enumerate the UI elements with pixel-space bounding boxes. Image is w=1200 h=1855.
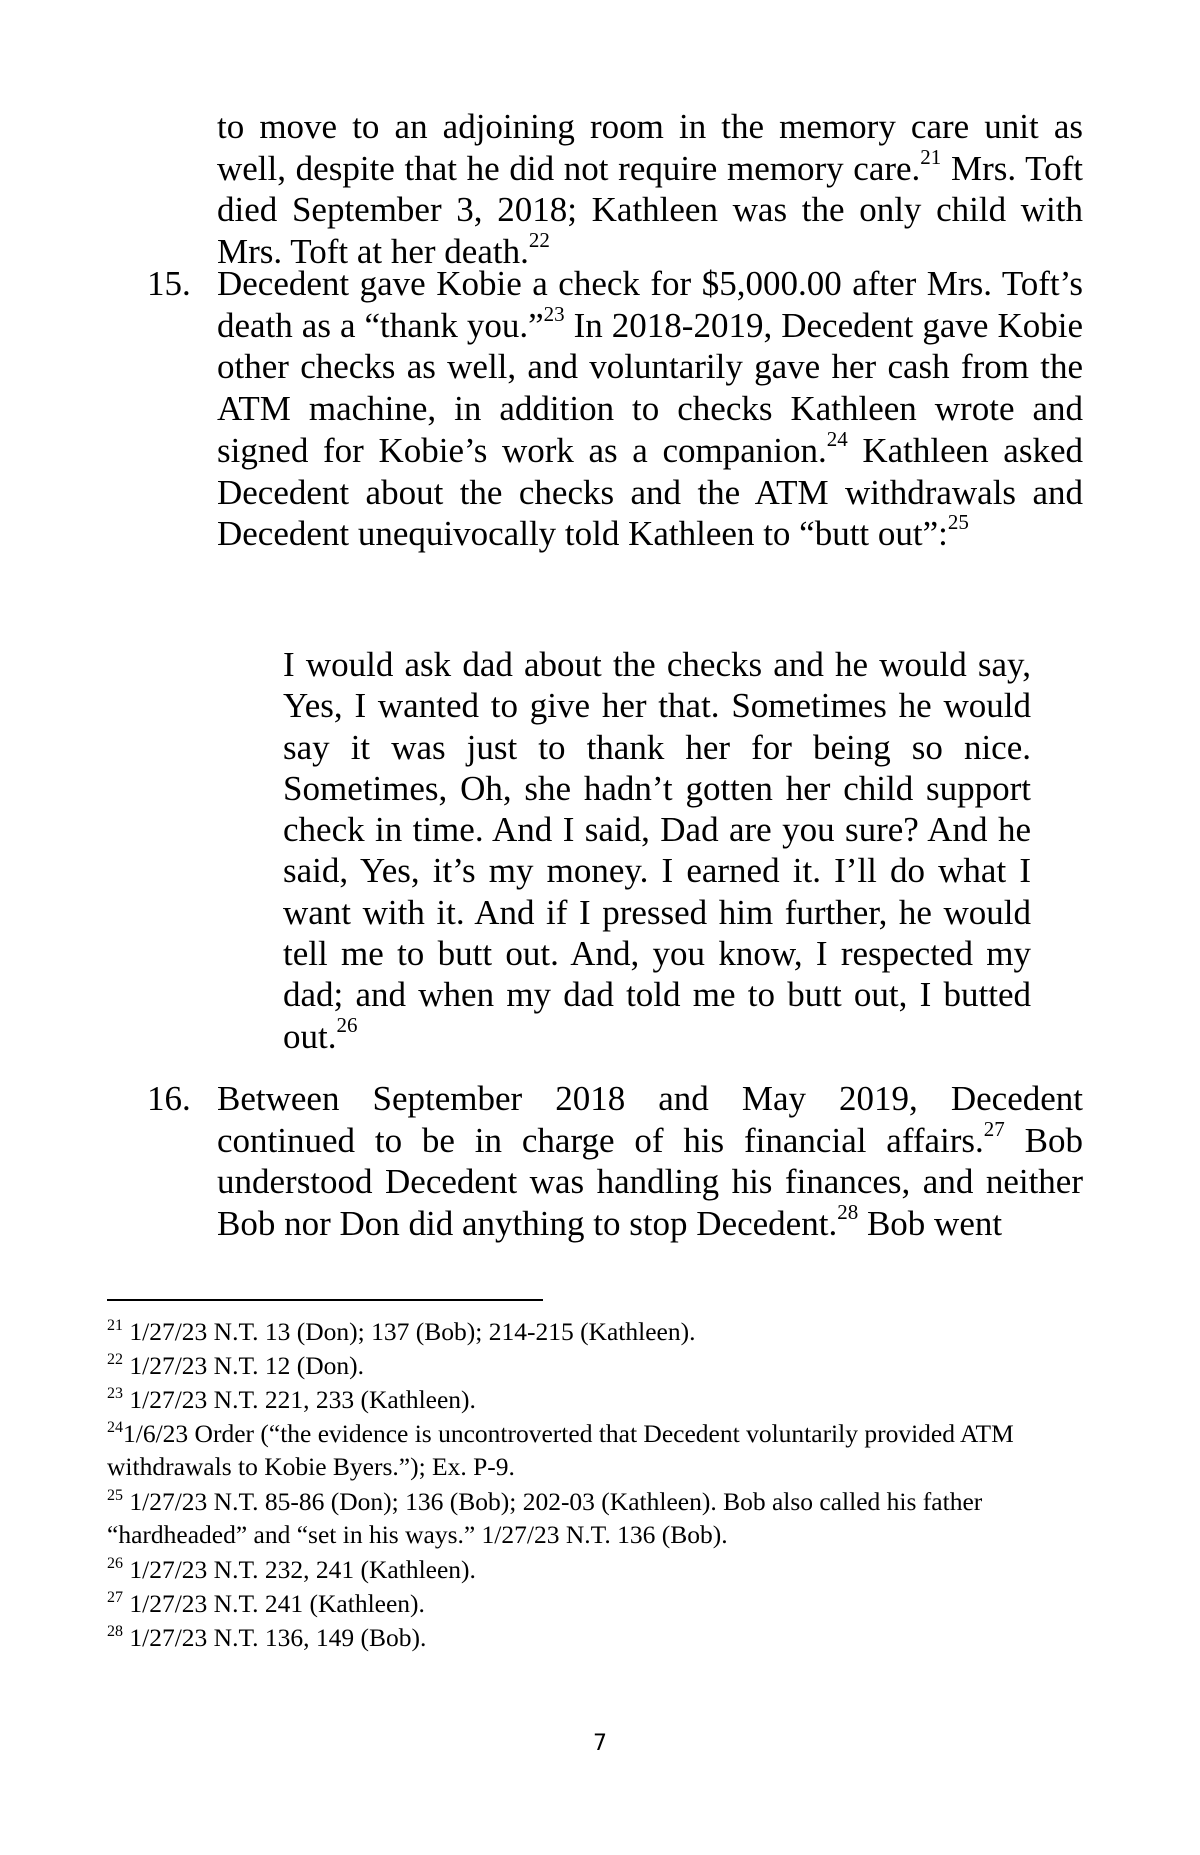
paragraph-15 (217, 263, 1083, 555)
footnote-text: 1/27/23 N.T. 136, 149 (Bob). (123, 1623, 427, 1652)
footnote-number: 21 (107, 1317, 123, 1334)
paragraph-16 (217, 1078, 1083, 1245)
paragraph-number: 15. (147, 264, 191, 303)
footnote (107, 1384, 1087, 1417)
footnote-number: 24 (107, 1419, 123, 1436)
paragraph-text: Between September 2018 and May 2019, Decedent continued to be in charge of his financial affairs. (217, 1079, 1083, 1160)
footnote (107, 1418, 1087, 1483)
footnote-separator (107, 1299, 543, 1301)
footnote-number: 23 (107, 1385, 123, 1402)
footnote-text: 1/27/23 N.T. 241 (Kathleen). (123, 1589, 425, 1618)
quote-text: I would ask dad about the checks and he would say, Yes, I wanted to give her that. Sometimes he would say it was just to thank her for being so nice. Sometimes, Oh, she hadn’t gotten her child support check in time. And I said, Dad are you sure? And he said, Yes, it’s my money. I earned it. I’ll do what I want with it. And if I pressed him further, he would tell me to butt out. And, you know, I respected my dad; and when my dad told me to butt out, I butted out. (283, 645, 1031, 1056)
footnote-ref[interactable]: 23 (543, 301, 565, 326)
footnote-number: 28 (107, 1623, 123, 1640)
block-quote (283, 644, 1031, 1057)
footnote-text: 1/27/23 N.T. 13 (Don); 137 (Bob); 214-215 (Kathleen). (123, 1317, 696, 1346)
footnote-text: 1/27/23 N.T. 232, 241 (Kathleen). (123, 1555, 476, 1584)
paragraph-continuation (217, 106, 1083, 273)
footnote-number: 26 (107, 1555, 123, 1572)
paragraph-text: In 2018-2019, Decedent gave Kobie other checks as well, and voluntarily gave her cash from the ATM machine, in addition to checks Kathleen wrote and signed for Kobie’s work as a companion. (217, 305, 1083, 470)
footnote (107, 1554, 1087, 1587)
footnote-text: 1/27/23 N.T. 12 (Don). (123, 1351, 365, 1380)
footnote-text: 1/27/23 N.T. 221, 233 (Kathleen). (123, 1385, 476, 1414)
footnote-ref[interactable]: 22 (528, 228, 550, 253)
footnote-number: 27 (107, 1589, 123, 1606)
footnote-ref[interactable]: 27 (983, 1116, 1005, 1141)
page-number: 7 (593, 1731, 607, 1756)
paragraph-text: Bob understood Decedent was handling his finances, and neither Bob nor Don did anything to stop Decedent. (217, 1120, 1083, 1244)
footnote-ref[interactable]: 25 (947, 510, 969, 535)
paragraph-text: Kathleen asked Decedent about the checks and the ATM withdrawals and Decedent unequivocally told Kathleen to “butt out”: (217, 430, 1083, 554)
footnote (107, 1486, 1087, 1551)
paragraph-text: Decedent gave Kobie a check for $5,000.00 after Mrs. Toft’s death as a “thank you.” (217, 264, 1083, 345)
footnote-text: 1/27/23 N.T. 85-86 (Don); 136 (Bob); 202-03 (Kathleen). Bob also called his father “hardheaded” and “set in his ways.” 1/27/23 N.T. 136 (Bob). (107, 1487, 983, 1549)
paragraph-text: to move to an adjoining room in the memory care unit as well, despite that he did not require memory care. (217, 107, 1083, 188)
paragraph-text: Mrs. Toft died September 3, 2018; Kathleen was the only child with Mrs. Toft at her death. (217, 148, 1083, 272)
footnote (107, 1622, 1087, 1655)
paragraph-text: Bob went (858, 1204, 1003, 1244)
footnote-ref[interactable]: 24 (826, 426, 848, 451)
paragraph-number: 16. (147, 1079, 191, 1118)
footnote-number: 25 (107, 1487, 123, 1504)
footnote-text: 1/6/23 Order (“the evidence is uncontroverted that Decedent voluntarily provided ATM withdrawals to Kobie Byers.”); Ex. P-9. (107, 1419, 1014, 1481)
footnote (107, 1588, 1087, 1621)
footnote (107, 1316, 1087, 1349)
footnote-ref[interactable]: 28 (837, 1200, 859, 1225)
footnote-ref[interactable]: 26 (336, 1012, 358, 1037)
footnote (107, 1350, 1087, 1383)
footnote-ref[interactable]: 21 (920, 144, 942, 169)
footnote-number: 22 (107, 1351, 123, 1368)
